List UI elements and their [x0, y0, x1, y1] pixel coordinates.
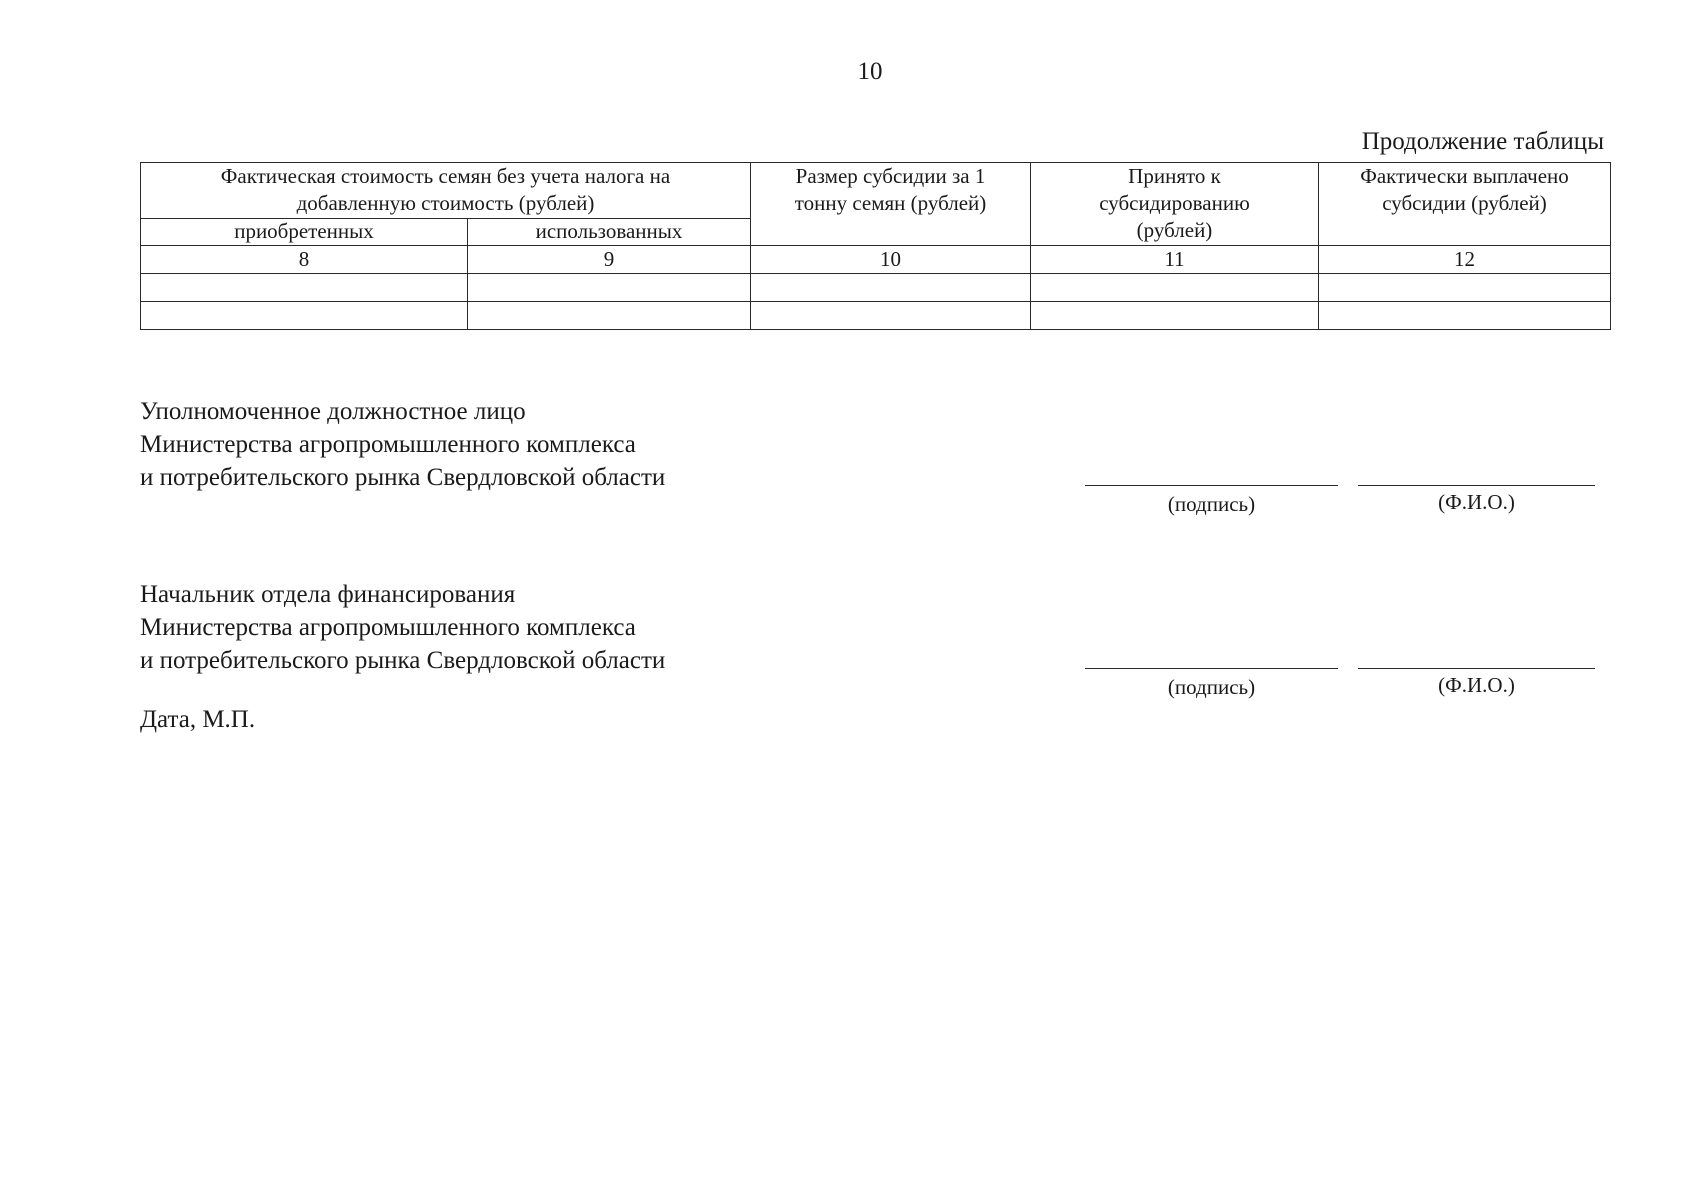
table-cell: [468, 274, 751, 302]
signer-title-1: [140, 395, 665, 494]
signer-title-line: Министерства агропромышленного комплекса: [140, 614, 636, 641]
table-cell: [1031, 302, 1319, 330]
table-cell: [751, 274, 1031, 302]
column-number: 9: [468, 246, 751, 274]
table-cell: [751, 302, 1031, 330]
header-subsidy-rate: Размер субсидии за 1 тонну семян (рублей): [751, 163, 1031, 246]
table-cell: [1319, 302, 1611, 330]
column-number: 12: [1319, 246, 1611, 274]
header-purchased: приобретенных: [141, 219, 468, 246]
signer-title-line: Уполномоченное должностное лицо: [140, 398, 526, 425]
name-caption: (Ф.И.О.): [1438, 673, 1515, 697]
header-cost-group: Фактическая стоимость семян без учета налога на добавленную стоимость (рублей): [141, 163, 751, 219]
signature-caption: (подпись): [1167, 675, 1256, 699]
continuation-label: Продолжение таблицы: [1361, 128, 1604, 155]
signature-caption: (подпись): [1167, 492, 1256, 516]
signer-title-line: и потребительского рынка Свердловской области: [140, 464, 666, 491]
signer-title-line: Начальник отдела финансирования: [140, 581, 516, 608]
table-cell: [1031, 274, 1319, 302]
table-row: [141, 274, 1611, 302]
table-cell: [141, 274, 468, 302]
signer-title-line: и потребительского рынка Свердловской области: [140, 647, 666, 674]
column-number: 8: [141, 246, 468, 274]
table-cell: [1319, 274, 1611, 302]
header-accepted: Принято к субсидированию (рублей): [1031, 163, 1319, 246]
table-cell: [141, 302, 468, 330]
column-number: 10: [751, 246, 1031, 274]
table-row: [141, 302, 1611, 330]
header-paid: Фактически выплачено субсидии (рублей): [1319, 163, 1611, 246]
signer-title-2: [140, 578, 665, 677]
name-caption: (Ф.И.О.): [1438, 490, 1515, 514]
date-stamp-label: Дата, М.П.: [140, 706, 256, 733]
name-line: [1358, 485, 1595, 486]
signature-line: [1085, 485, 1338, 486]
header-used: использованных: [468, 219, 751, 246]
signature-line: [1085, 668, 1338, 669]
page-number: 10: [857, 58, 883, 85]
subsidy-table: [140, 162, 1611, 330]
table-cell: [468, 302, 751, 330]
column-number: 11: [1031, 246, 1319, 274]
signer-title-line: Министерства агропромышленного комплекса: [140, 431, 636, 458]
name-line: [1358, 668, 1595, 669]
